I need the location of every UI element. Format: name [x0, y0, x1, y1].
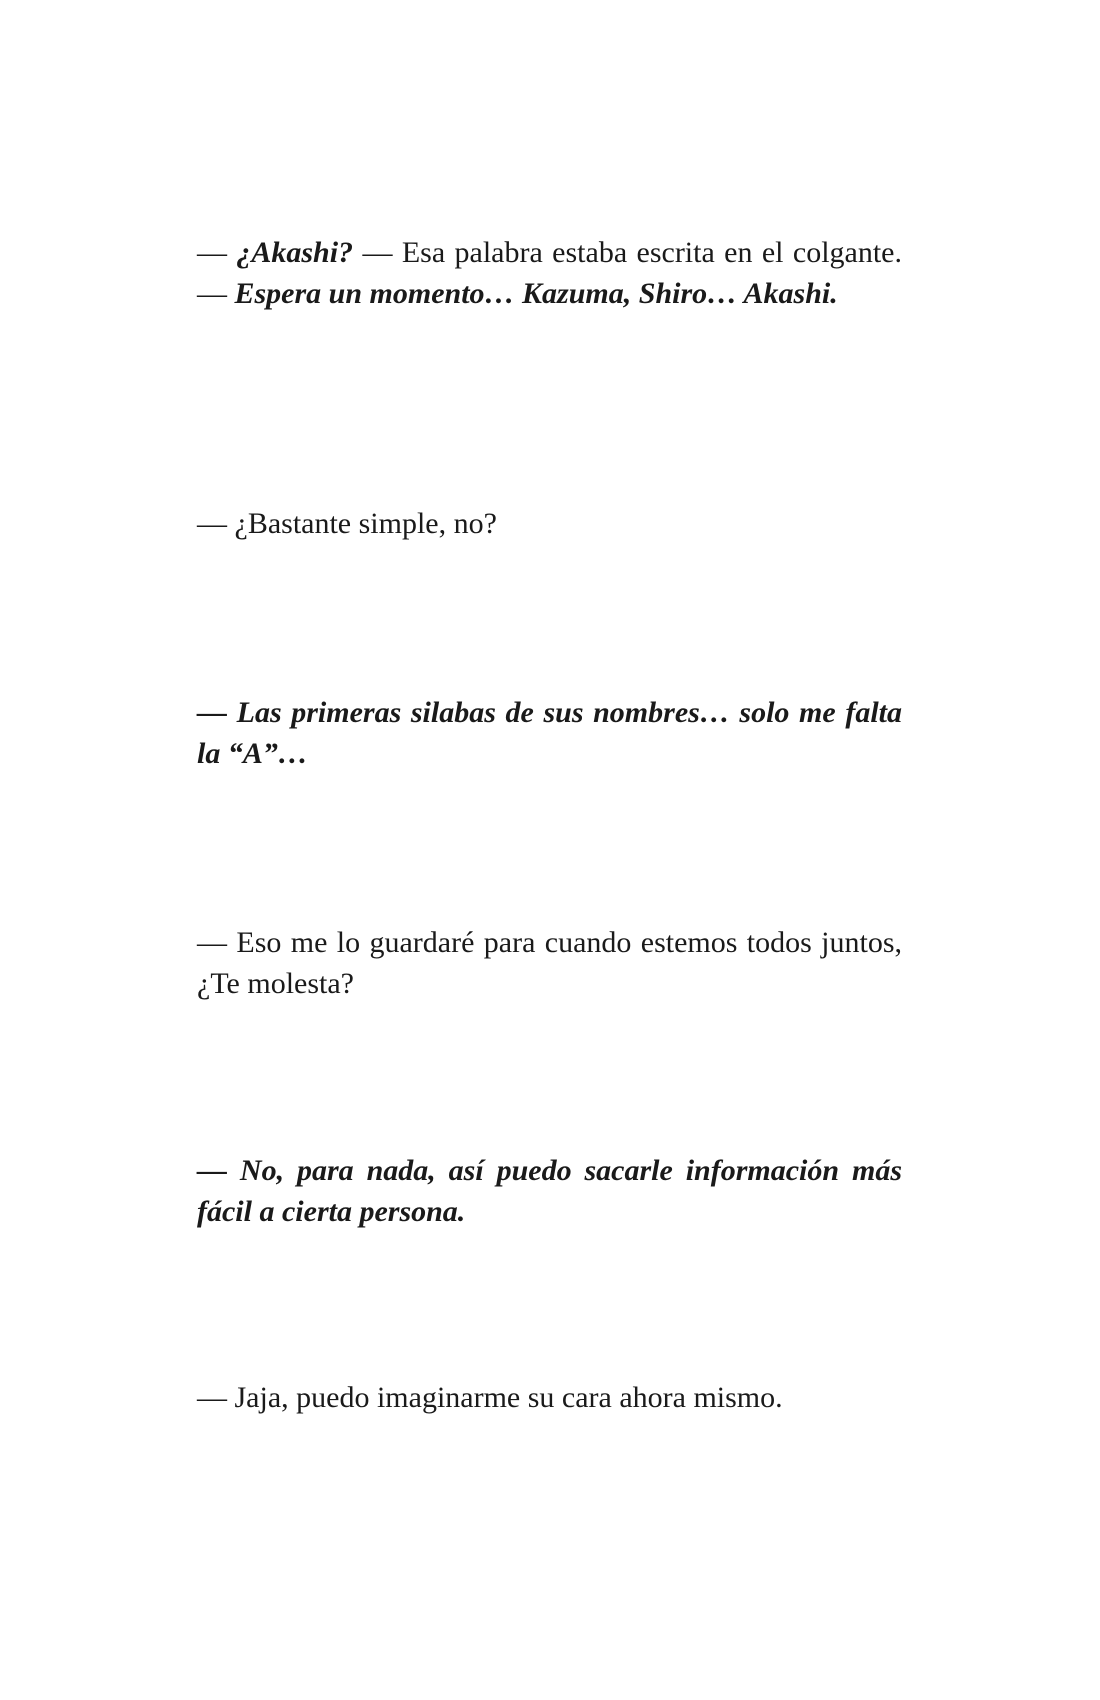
text-segment-emphasis: — No, para nada, así puedo sacarle información más fácil a cierta persona.	[197, 1154, 902, 1228]
text-segment: — Eso me lo guardaré para cuando estemos todos juntos, ¿Te molesta?	[197, 926, 902, 1000]
text-segment-emphasis: ¿Akashi?	[236, 236, 354, 269]
dialogue-paragraph-4	[197, 922, 902, 1004]
text-segment: — Esa palabra estaba escrita en el colgante. —	[197, 236, 902, 310]
dialogue-paragraph-1	[197, 232, 902, 314]
dialogue-paragraph-5	[197, 1150, 902, 1232]
dialogue-paragraph-6	[197, 1377, 902, 1418]
text-segment: —	[197, 236, 237, 269]
text-segment: — Jaja, puedo imaginarme su cara ahora mismo.	[197, 1381, 783, 1414]
text-segment-emphasis: — Las primeras silabas de sus nombres… solo me falta la “A”…	[197, 696, 902, 770]
dialogue-paragraph-3	[197, 692, 902, 774]
dialogue-paragraph-2	[197, 503, 902, 544]
text-segment-emphasis: Espera un momento… Kazuma, Shiro… Akashi.	[234, 277, 838, 310]
text-segment: — ¿Bastante simple, no?	[197, 507, 497, 540]
